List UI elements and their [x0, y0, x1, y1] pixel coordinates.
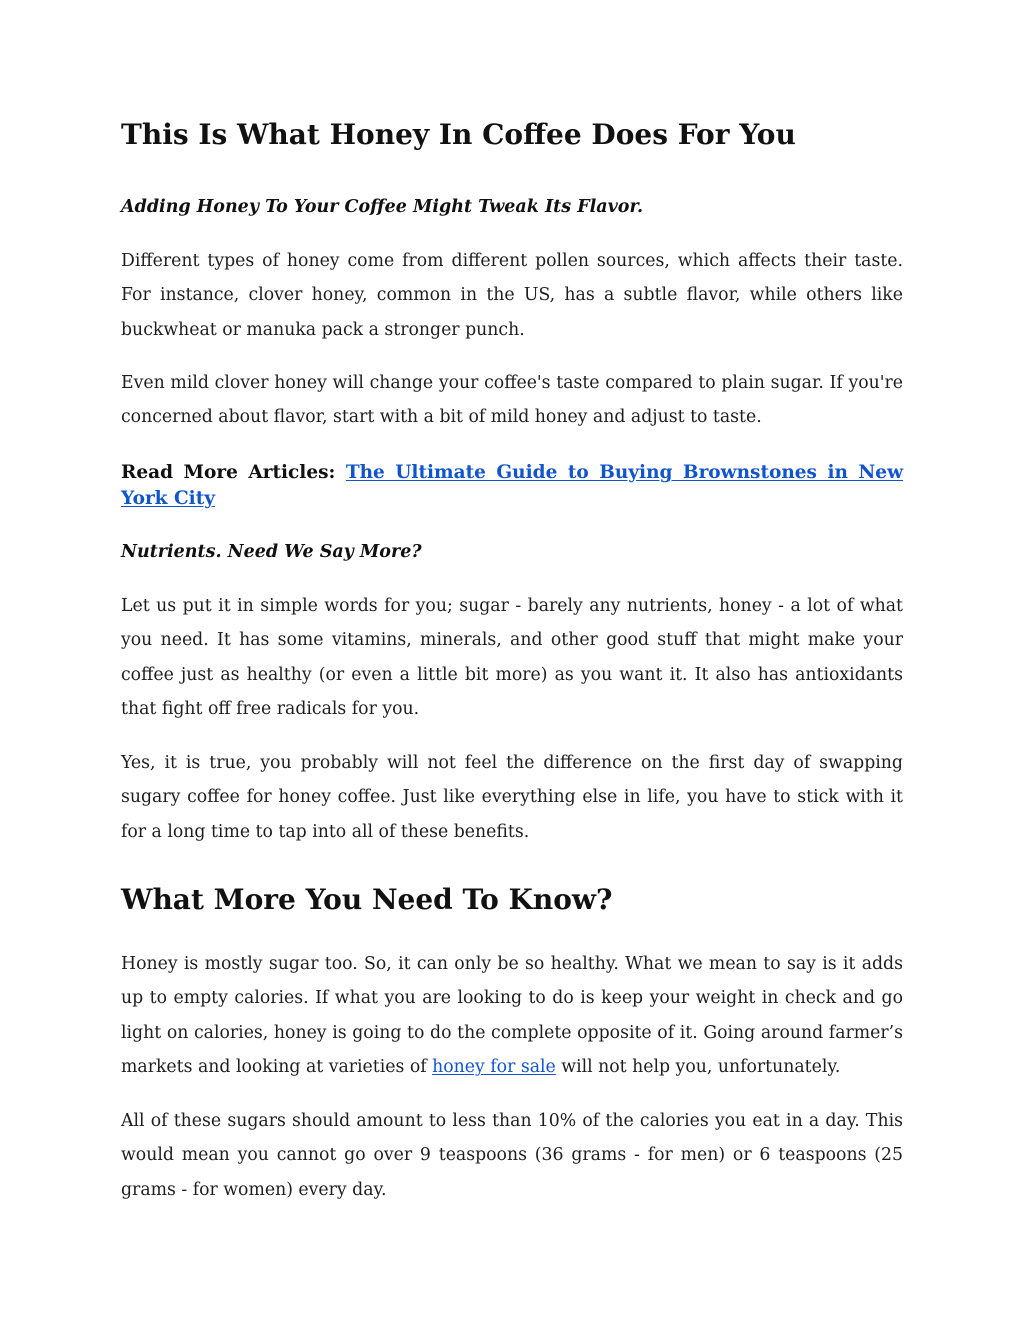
honey-for-sale-link[interactable]: honey for sale [432, 1056, 556, 1077]
section-title: What More You Need To Know? [121, 883, 613, 916]
flavor-subheading: Adding Honey To Your Coffee Might Tweak Its Flavor. [121, 197, 644, 217]
read-more-block [121, 460, 903, 512]
read-more-label: Read More Articles: [121, 462, 346, 483]
clover-paragraph: Even mild clover honey will change your coffee's taste compared to plain sugar. If you're concerned about flavor, start with a bit of mild honey and adjust to taste. [121, 373, 903, 428]
brownstones-article-link[interactable]: The Ultimate Guide to Buying Brownstones in New York City [121, 462, 904, 509]
limit-paragraph: All of these sugars should amount to less than 10% of the calories you eat in a day. This would mean you cannot go over 9 teaspoons (36 grams - for men) or 6 teaspoons (25 grams - for women) every day. [121, 1111, 903, 1200]
pollen-paragraph: Different types of honey come from different pollen sources, which affects their taste. For instance, clover honey, common in the US, has a subtle flavor, while others like buckwheat or manuka pack a stronger punch. [121, 251, 903, 340]
sugar-text-after-link: will not help you, unfortunately. [555, 1056, 841, 1077]
sugar-text-before-link: Honey is mostly sugar too. So, it can only be so healthy. What we mean to say is it adds up to empty calories. If what you are looking to do is keep your weight in check and go light on calories, honey is going to do the complete opposite of it. Going around farmer’s markets and looking at varieties of [121, 954, 903, 1077]
article-title: This Is What Honey In Coffee Does For You [121, 118, 796, 151]
nutrients-subheading: Nutrients. Need We Say More? [121, 542, 422, 562]
sugar-paragraph [121, 947, 903, 1084]
nutrients-paragraph: Let us put it in simple words for you; sugar - barely any nutrients, honey - a lot of what you need. It has some vitamins, minerals, and other good stuff that might make your coffee just as healthy (or even a little bit more) as you want it. It also has antioxidants that fight off free radicals for you. [121, 596, 903, 719]
swap-paragraph: Yes, it is true, you probably will not feel the difference on the first day of swapping sugary coffee for honey coffee. Just like everything else in life, you have to stick with it for a long time to tap into all of these benefits. [121, 753, 903, 842]
